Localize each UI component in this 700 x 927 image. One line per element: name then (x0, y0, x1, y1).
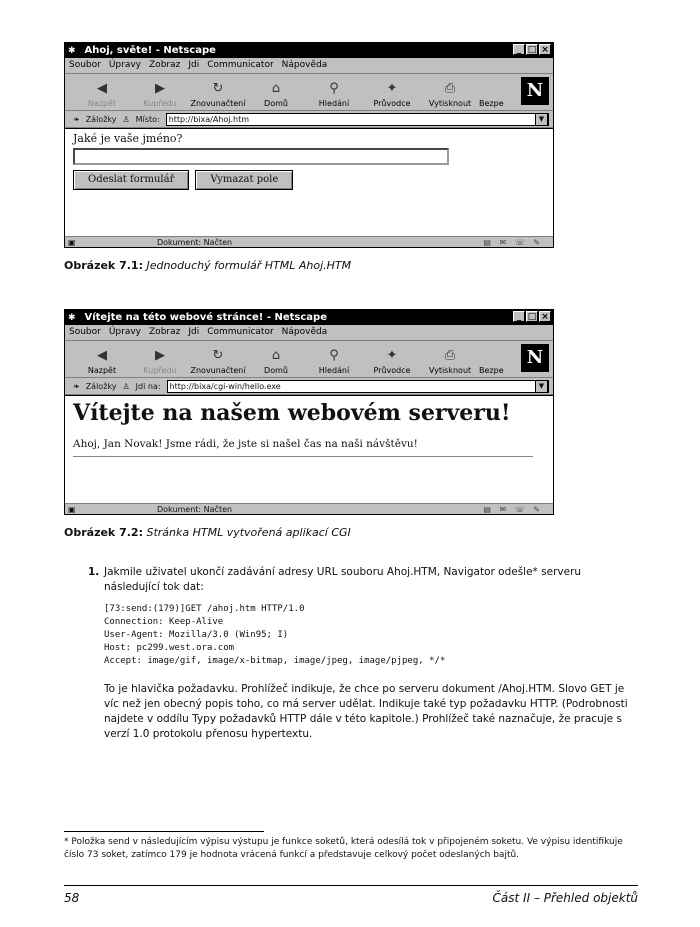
security-icon (487, 348, 505, 364)
location-bar (65, 378, 553, 395)
menu-zobraz[interactable]: Zobraz (149, 60, 181, 70)
search-button[interactable] (305, 348, 363, 377)
print-button[interactable] (421, 81, 479, 110)
caption-label: Obrázek 7.2: (64, 526, 143, 539)
location-label: Místo: (135, 114, 160, 124)
welcome-message: Ahoj, Jan Novak! Jsme rádi, že jste si našel čas na naši návštěvu! (73, 438, 418, 450)
security-button[interactable] (479, 81, 513, 110)
browser-window-2 (64, 309, 554, 515)
back-button[interactable] (73, 348, 131, 377)
home-button[interactable] (247, 81, 305, 110)
print-label: Vytisknout (428, 366, 472, 375)
security-icon (487, 81, 505, 97)
security-lock-icon: ▣ (68, 505, 76, 514)
reload-button[interactable] (189, 348, 247, 377)
toolbar (65, 74, 553, 111)
location-bar (65, 111, 553, 128)
security-label: Bezpe (479, 99, 504, 108)
toolbar (65, 341, 553, 378)
print-button[interactable] (421, 348, 479, 377)
caption-label: Obrázek 7.1: (64, 259, 143, 272)
location-icon: ♙ (122, 381, 130, 391)
status-text: Dokument: Načten (157, 238, 233, 247)
back-button[interactable] (73, 81, 131, 110)
divider (73, 456, 533, 457)
location-label: Jdi na: (135, 381, 161, 391)
status-text: Dokument: Načten (157, 505, 233, 514)
footer-rule (64, 885, 638, 886)
figure-caption-2 (64, 526, 351, 539)
title-bar (65, 310, 553, 325)
title-bar (65, 43, 553, 58)
netscape-logo: N (521, 77, 549, 105)
url-text: http://bixa/cgi-win/hello.exe (169, 381, 281, 391)
chevron-down-icon[interactable]: ▼ (535, 113, 548, 126)
search-label: Hledání (318, 366, 350, 375)
numbered-item (88, 565, 638, 595)
reload-label: Znovunačtení (190, 366, 246, 375)
back-label: Nazpět (87, 99, 117, 108)
close-button[interactable]: × (539, 44, 551, 55)
chevron-down-icon[interactable]: ▼ (535, 380, 548, 393)
menu-jdi[interactable]: Jdi (188, 327, 200, 337)
welcome-heading: Vítejte na našem webovém serveru! (73, 400, 511, 426)
back-icon: ◀ (97, 348, 107, 363)
home-label: Domů (264, 99, 288, 108)
print-label: Vytisknout (428, 99, 472, 108)
home-icon: ⌂ (271, 81, 281, 96)
home-button[interactable] (247, 348, 305, 377)
submit-button[interactable]: Odeslat formulář (73, 170, 189, 190)
search-label: Hledání (318, 99, 350, 108)
back-label: Nazpět (87, 366, 117, 375)
menu-bar (65, 58, 553, 74)
maximize-button[interactable]: □ (527, 45, 537, 55)
menu-bar (65, 325, 553, 341)
security-label: Bezpe (479, 366, 504, 375)
guide-icon: ✦ (386, 81, 398, 96)
security-lock-icon: ▣ (68, 238, 76, 247)
menu-communicator[interactable]: Communicator (207, 60, 274, 70)
name-question: Jaké je vaše jméno? (73, 132, 183, 145)
search-icon: ⚲ (329, 348, 339, 363)
component-bar-icons: ▤ ✉ ☏ ✎ (483, 238, 543, 247)
footnote-rule (64, 831, 264, 832)
minimize-button[interactable]: _ (513, 44, 525, 55)
figure-caption-1 (64, 259, 351, 272)
page-number: 58 (64, 891, 80, 905)
component-bar-icons: ▤ ✉ ☏ ✎ (483, 505, 543, 514)
menu-communicator[interactable]: Communicator (207, 327, 274, 337)
netscape-small-icon: ✱ (68, 313, 76, 323)
window-title: Ahoj, světe! - Netscape (84, 45, 216, 56)
menu-soubor[interactable]: Soubor (69, 60, 101, 70)
url-text: http://bixa/Ahoj.htm (168, 114, 250, 124)
netscape-logo: N (521, 344, 549, 372)
reload-icon: ↻ (212, 348, 224, 363)
guide-label: Průvodce (373, 99, 411, 108)
search-icon: ⚲ (329, 81, 339, 96)
menu-zobraz[interactable]: Zobraz (149, 327, 181, 337)
minimize-button[interactable]: _ (513, 311, 525, 322)
forward-label: Kupředu (143, 366, 177, 375)
print-icon: ⎙ (444, 81, 456, 96)
url-input[interactable] (167, 380, 549, 393)
netscape-small-icon: ✱ (68, 46, 76, 56)
item-number: 1. (88, 566, 100, 578)
menu-upravy[interactable]: Úpravy (108, 60, 142, 70)
forward-label: Kupředu (143, 99, 177, 108)
item-text: Jakmile uživatel ukončí zadávání adresy URL souboru Ahoj.HTM, Navigator odešle* serveru následující tok dat: (104, 566, 582, 593)
forward-button[interactable] (131, 81, 189, 110)
page-content (65, 128, 553, 236)
bookmarks-icon: ❧ (73, 114, 80, 124)
back-icon: ◀ (97, 81, 107, 96)
forward-button[interactable] (131, 348, 189, 377)
print-icon: ⎙ (444, 348, 456, 363)
search-button[interactable] (305, 81, 363, 110)
code-listing: [73:send:(179)]GET /ahoj.htm HTTP/1.0 Connection: Keep-Alive User-Agent: Mozilla/3.0 (Win95; I) Host: pc299.west.ora.com Accept: image/gif, image/x-bitmap, image/jpeg, image/pjpeg, */* (104, 604, 446, 666)
footnote: * Položka send v následujícím výpisu výstupu je funkce soketů, která odesílá tok v připojeném soketu. Ve výpisu identifikuje číslo 73 soket, zatímco 179 je hodnota vrácená funkcí a představuje celkový počet odeslaných bajtů. (64, 837, 623, 860)
home-label: Domů (264, 366, 288, 375)
menu-jdi[interactable]: Jdi (188, 60, 200, 70)
reset-button[interactable]: Vymazat pole (195, 170, 293, 190)
bookmarks-button[interactable]: Záložky (85, 114, 117, 124)
name-input[interactable] (73, 148, 449, 165)
caption-text: Stránka HTML vytvořená aplikací CGI (146, 526, 351, 539)
running-footer: Část II – Přehled objektů (492, 891, 638, 905)
forward-icon: ▶ (155, 81, 165, 96)
window-title: Vítejte na této webové stránce! - Netscape (84, 312, 327, 323)
body-paragraph: To je hlavička požadavku. Prohlížeč indikuje, že chce po serveru dokument /Ahoj.HTM. Slovo GET je víc než jen obecný popis toho, co má server udělat. Indikuje také typ požadavku HTTP. (Podrobnosti najdete v oddílu Typy požadavků HTTP dále v této kapitole.) Prohlížeč také naznačuje, že pracuje s verzí 1.0 protokolu přenosu hypertextu. (104, 683, 628, 740)
bookmarks-icon: ❧ (73, 381, 80, 391)
status-bar (65, 236, 553, 249)
guide-icon: ✦ (386, 348, 398, 363)
maximize-button[interactable]: □ (527, 312, 537, 322)
caption-text: Jednoduchý formulář HTML Ahoj.HTM (146, 259, 352, 272)
status-bar (65, 503, 553, 516)
location-icon: ♙ (122, 114, 130, 124)
forward-icon: ▶ (155, 348, 165, 363)
menu-napoveda[interactable]: Nápověda (281, 60, 328, 70)
guide-label: Průvodce (373, 366, 411, 375)
reload-label: Znovunačtení (190, 99, 246, 108)
url-input[interactable] (166, 113, 549, 126)
guide-button[interactable] (363, 81, 421, 110)
menu-soubor[interactable]: Soubor (69, 327, 101, 337)
guide-button[interactable] (363, 348, 421, 377)
menu-upravy[interactable]: Úpravy (108, 327, 142, 337)
close-button[interactable]: × (539, 311, 551, 322)
reload-icon: ↻ (212, 81, 224, 96)
bookmarks-button[interactable]: Záložky (85, 381, 117, 391)
page-content (65, 395, 553, 503)
security-button[interactable] (479, 348, 513, 377)
reload-button[interactable] (189, 81, 247, 110)
menu-napoveda[interactable]: Nápověda (281, 327, 328, 337)
home-icon: ⌂ (271, 348, 281, 363)
browser-window-1 (64, 42, 554, 248)
